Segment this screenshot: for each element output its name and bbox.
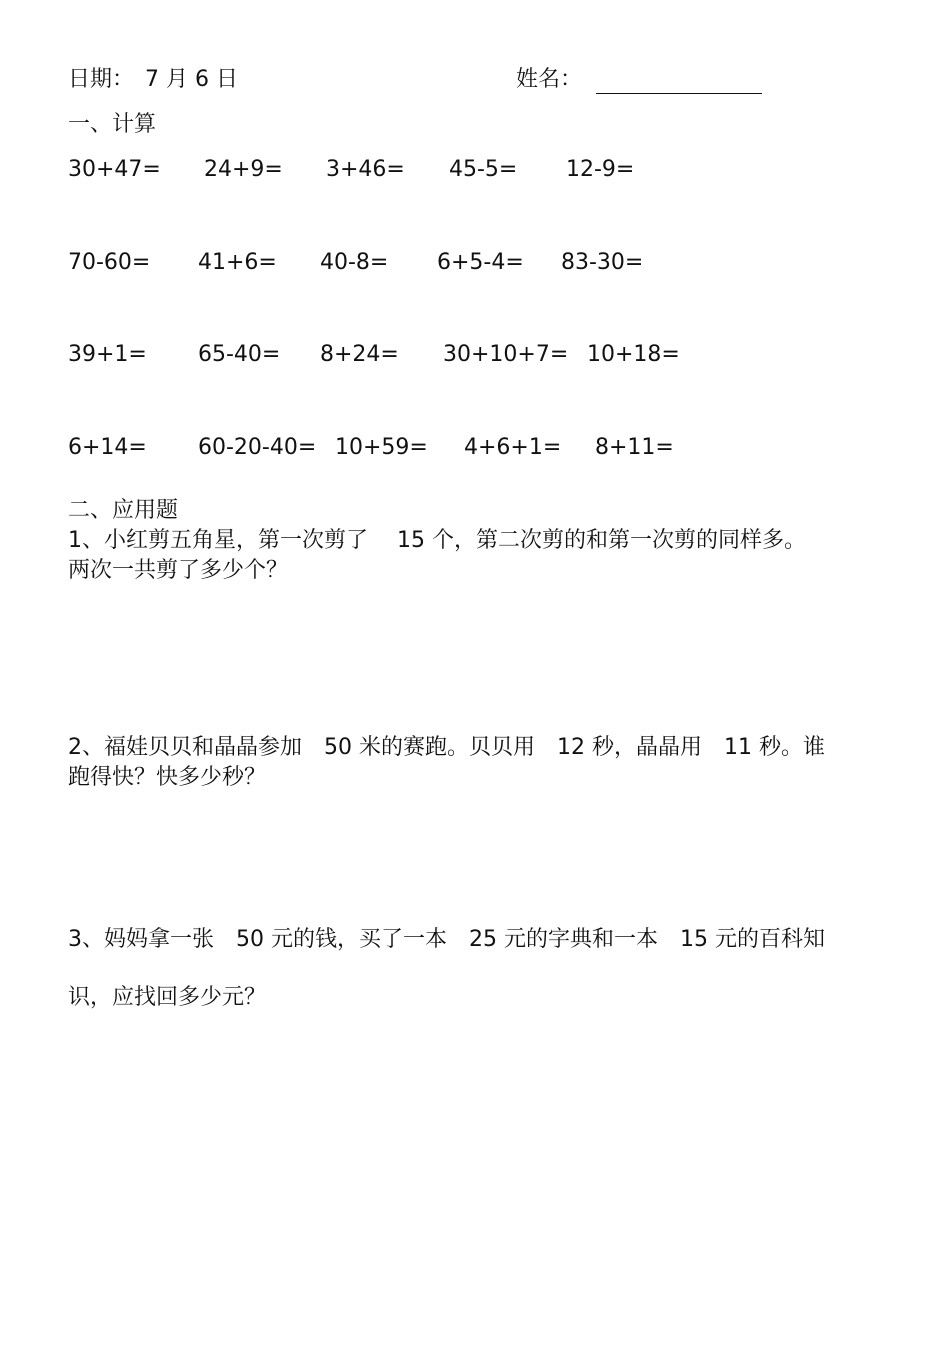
calc-item: 83-30= [561, 250, 644, 275]
calc-item: 6+5-4= [437, 250, 524, 275]
date-value: 7 月 6 日 [145, 67, 238, 92]
calc-item: 30+47= [68, 157, 161, 182]
name-blank-line [596, 93, 762, 94]
calc-item: 39+1= [68, 342, 147, 367]
question-1-line-1: 1、小红剪五角星，第一次剪了 15 个，第二次剪的和第一次剪的同样多。 [68, 528, 806, 553]
calc-item: 10+59= [335, 435, 428, 460]
calc-item: 30+10+7= [443, 342, 569, 367]
section-title-calc: 一、计算 [68, 112, 157, 137]
section-title-word-problems: 二、应用题 [68, 498, 179, 523]
calc-item: 8+11= [595, 435, 674, 460]
calc-item: 3+46= [326, 157, 405, 182]
calc-item: 6+14= [68, 435, 147, 460]
date-label: 日期： [68, 67, 135, 92]
calc-item: 24+9= [204, 157, 283, 182]
calc-item: 45-5= [449, 157, 518, 182]
name-label: 姓名： [516, 67, 583, 92]
calc-item: 8+24= [320, 342, 399, 367]
calc-item: 41+6= [198, 250, 277, 275]
calc-item: 65-40= [198, 342, 281, 367]
question-1-line-2: 两次一共剪了多少个？ [68, 558, 289, 583]
calc-item: 12-9= [566, 157, 635, 182]
calc-item: 40-8= [320, 250, 389, 275]
question-3-line-1: 3、妈妈拿一张 50 元的钱，买了一本 25 元的字典和一本 15 元的百科知 [68, 927, 825, 952]
question-2-line-2: 跑得快？快多少秒？ [68, 765, 267, 790]
calc-item: 60-20-40= [198, 435, 317, 460]
question-3-line-2: 识，应找回多少元？ [68, 985, 267, 1010]
calc-item: 70-60= [68, 250, 151, 275]
calc-item: 4+6+1= [464, 435, 562, 460]
calc-item: 10+18= [587, 342, 680, 367]
question-2-line-1: 2、福娃贝贝和晶晶参加 50 米的赛跑。贝贝用 12 秒，晶晶用 11 秒。谁 [68, 735, 825, 760]
